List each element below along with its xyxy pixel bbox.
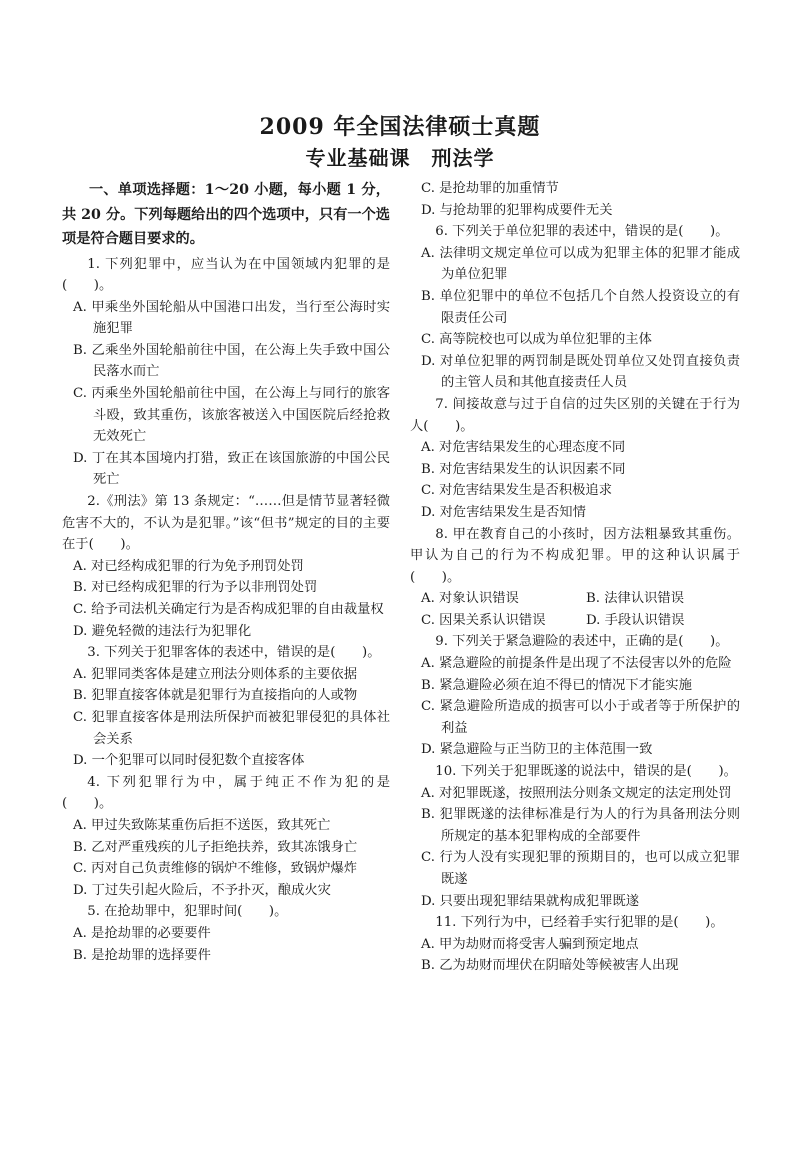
option-a: A. 紧急避险的前提条件是出现了不法侵害以外的危险 xyxy=(421,656,732,672)
option-c: C. 紧急避险所造成的损害可以小于或者等于所保护的利益 xyxy=(421,699,740,736)
option-a: A. 对犯罪既遂，按照刑法分则条文规定的法定刑处罚 xyxy=(421,785,732,801)
option-b: B. 紧急避险必须在迫不得已的情况下才能实施 xyxy=(421,677,692,693)
option-c: C. 是抢劫罪的加重情节 xyxy=(421,181,559,196)
option-b: B. 乙对严重残疾的儿子拒绝扶养，致其冻饿身亡 xyxy=(73,839,358,855)
option-c: C. 丙对自己负责维修的锅炉不维修，致锅炉爆炸 xyxy=(73,861,358,877)
option-d: D. 丁在其本国境内打猎，致正在该国旅游的中国公民死亡 xyxy=(73,450,390,488)
question-stem: 4. 下列犯罪行为中，属于纯正不作为犯的是( )。 xyxy=(62,774,390,812)
question-7 xyxy=(410,394,740,524)
option-d: D. 一个犯罪可以同时侵犯数个直接客体 xyxy=(73,753,305,769)
question-stem: 1. 下列犯罪中，应当认为在中国领域内犯罪的是( )。 xyxy=(62,256,390,294)
question-stem: 8. 甲在教育自己的小孩时，因方法粗暴致其重伤。甲认为自己的行为不构成犯罪。甲的这种认识属于( )。 xyxy=(410,526,740,585)
option-b: B. 是抢劫罪的选择要件 xyxy=(73,947,211,963)
page-title: 2009 年全国法律硕士真题 xyxy=(259,114,541,140)
option-a: A. 甲过失致陈某重伤后拒不送医，致其死亡 xyxy=(73,817,331,833)
option-d: D. 与抢劫罪的犯罪构成要件无关 xyxy=(421,202,613,218)
question-stem: 2.《刑法》第 13 条规定：“……但是情节显著轻微危害不大的，不认为是犯罪。”该“但书”规定的目的主要在于( )。 xyxy=(62,494,390,553)
question-9 xyxy=(410,631,740,761)
option-d: D. 对危害结果发生是否知情 xyxy=(421,504,586,520)
question-stem: 11. 下列行为中，已经着手实行犯罪的是( )。 xyxy=(435,915,724,931)
option-d: D. 紧急避险与正当防卫的主体范围一致 xyxy=(421,742,653,758)
option-b: B. 乙为劫财而埋伏在阴暗处等候被害人出现 xyxy=(421,958,679,974)
option-b: B. 犯罪直接客体就是犯罪行为直接指向的人或物 xyxy=(73,688,358,704)
option-a: A. 对危害结果发生的心理态度不同 xyxy=(421,440,626,456)
option-b: B. 乙乘坐外国轮船前往中国，在公海上失手致中国公民落水而亡 xyxy=(73,342,390,380)
question-3 xyxy=(62,642,390,772)
option-row xyxy=(410,610,740,632)
option-c: C. 给予司法机关确定行为是否构成犯罪的自由裁量权 xyxy=(73,602,384,617)
option-row xyxy=(410,588,740,610)
option-a: A. 是抢劫罪的必要要件 xyxy=(73,925,211,941)
option-d: D. 手段认识错误 xyxy=(586,612,685,628)
option-d: D. 只要出现犯罪结果就构成犯罪既遂 xyxy=(421,893,640,909)
option-a: A. 法律明文规定单位可以成为犯罪主体的犯罪才能成为单位犯罪 xyxy=(421,245,740,283)
section-instructions: 一、单项选择题：1～20 小题，每小题 1 分，共 20 分。下列每题给出的四个选项中，只有一个选项是符合题目要求的。 xyxy=(62,182,390,247)
question-5-continued xyxy=(410,178,740,221)
question-stem: 9. 下列关于紧急避险的表述中，正确的是( )。 xyxy=(435,634,729,650)
question-stem: 5. 在抢劫罪中，犯罪时间( )。 xyxy=(87,904,288,920)
option-a: A. 甲为劫财而将受害人骗到预定地点 xyxy=(421,936,639,952)
option-b: B. 犯罪既遂的法律标准是行为人的行为具备刑法分则所规定的基本犯罪构成的全部要件 xyxy=(421,807,740,844)
option-c: C. 丙乘坐外国轮船前往中国，在公海上与同行的旅客斗殴，致其重伤，该旅客被送入中国医院后经抢救无效死亡 xyxy=(73,386,390,445)
option-c: C. 犯罪直接客体是刑法所保护而被犯罪侵犯的具体社会关系 xyxy=(73,709,390,747)
option-b: B. 单位犯罪中的单位不包括几个自然人投资设立的有限责任公司 xyxy=(421,288,740,326)
option-c: C. 高等院校也可以成为单位犯罪的主体 xyxy=(421,332,652,348)
question-stem: 3. 下列关于犯罪客体的表述中，错误的是( )。 xyxy=(87,645,381,661)
page-subtitle: 专业基础课 刑法学 xyxy=(305,146,495,170)
option-c: C. 因果关系认识错误 xyxy=(421,612,546,628)
option-d: D. 对单位犯罪的两罚制是既处罚单位又处罚直接负责的主管人员和其他直接责任人员 xyxy=(421,353,740,391)
option-c: C. 行为人没有实现犯罪的预期目的，也可以成立犯罪既遂 xyxy=(421,850,740,887)
option-a: A. 对已经构成犯罪的行为免予刑罚处罚 xyxy=(73,558,304,574)
option-a: A. 犯罪同类客体是建立刑法分则体系的主要依据 xyxy=(73,666,357,682)
option-b: B. 对危害结果发生的认识因素不同 xyxy=(421,461,626,477)
question-10 xyxy=(410,761,740,912)
question-stem: 10. 下列关于犯罪既遂的说法中，错误的是( )。 xyxy=(435,764,737,780)
option-c: C. 对危害结果发生是否积极追求 xyxy=(421,483,613,499)
question-stem: 6. 下列关于单位犯罪的表述中，错误的是( )。 xyxy=(435,224,729,240)
left-column xyxy=(62,178,390,966)
question-4 xyxy=(62,772,390,902)
question-11 xyxy=(410,912,740,977)
question-6 xyxy=(410,221,740,394)
question-1 xyxy=(62,254,390,492)
question-stem: 7. 间接故意与过于自信的过失区别的关键在于行为人( )。 xyxy=(410,396,740,434)
right-column xyxy=(410,178,740,977)
option-a: A. 甲乘坐外国轮船从中国港口出发，当行至公海时实施犯罪 xyxy=(73,299,390,337)
question-8 xyxy=(410,524,740,632)
option-d: D. 丁过失引起火险后，不予扑灭，酿成火灾 xyxy=(73,882,331,898)
question-2 xyxy=(62,491,390,642)
question-5 xyxy=(62,901,390,966)
option-d: D. 避免轻微的违法行为犯罪化 xyxy=(73,623,252,639)
option-b: B. 法律认识错误 xyxy=(586,591,685,607)
option-a: A. 对象认识错误 xyxy=(421,591,519,607)
option-b: B. 对已经构成犯罪的行为予以非刑罚处罚 xyxy=(73,580,318,596)
